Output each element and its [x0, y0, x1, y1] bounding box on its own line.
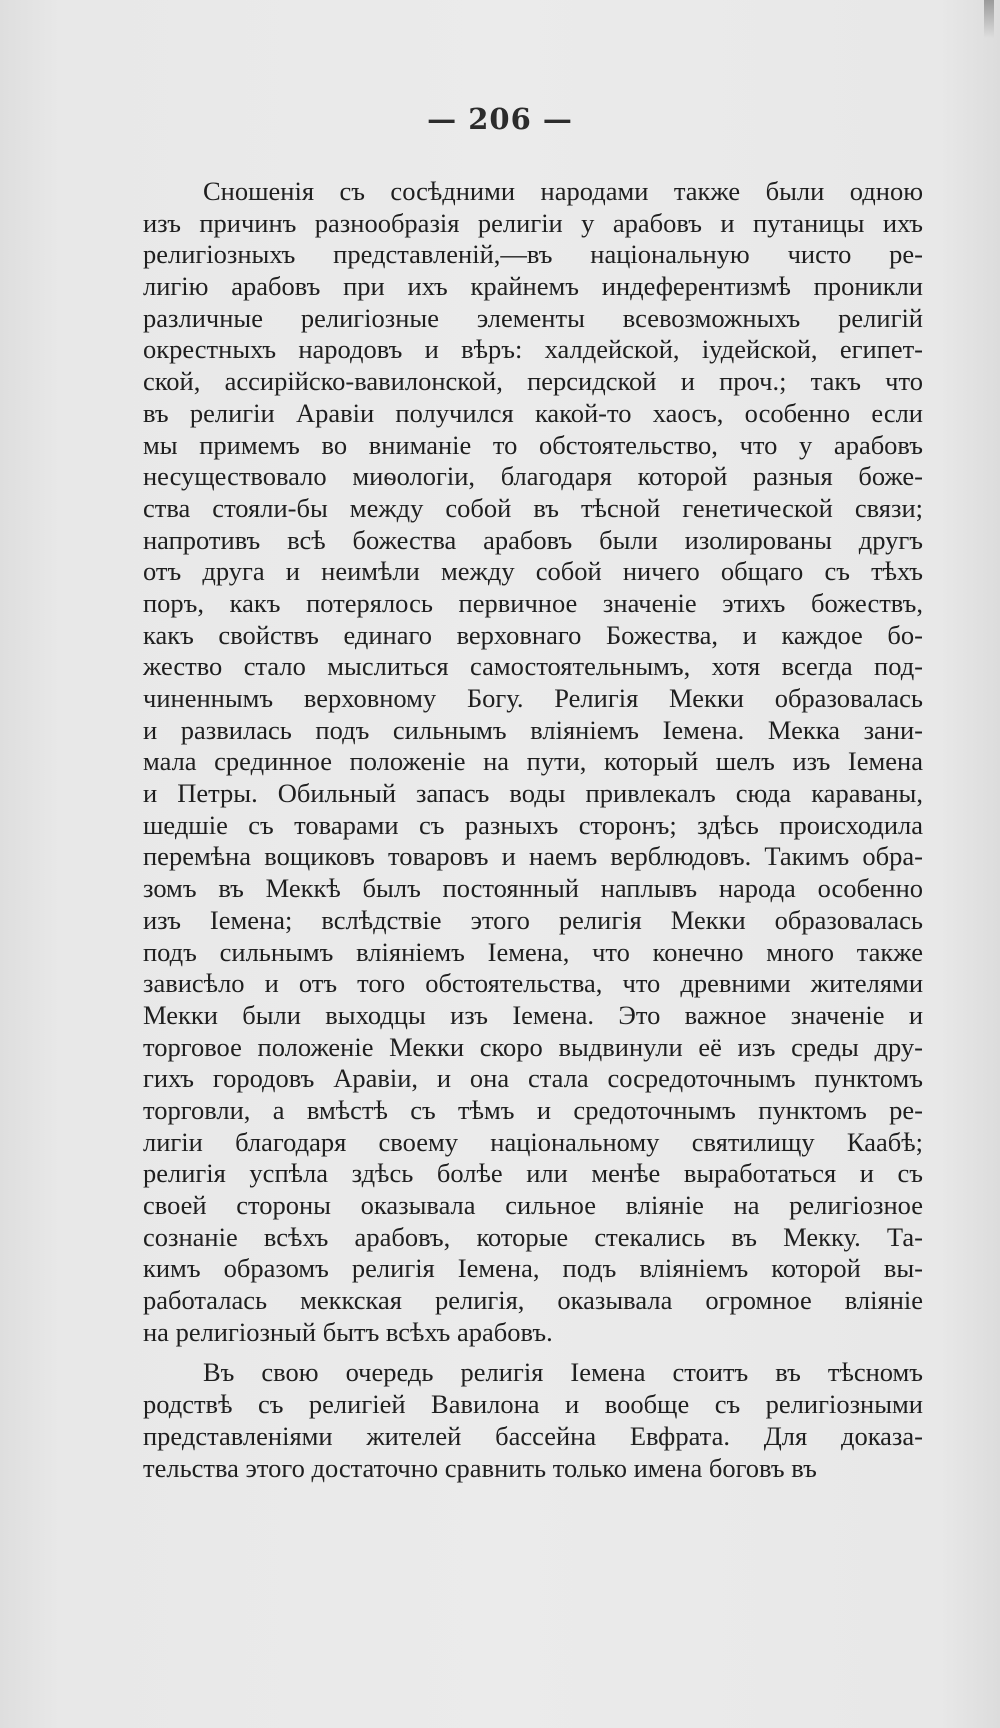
- page-number: — 206 —: [427, 102, 573, 136]
- text-line: Сношенія съ сосѣдними народами также были одною: [203, 176, 923, 206]
- text-line: различные религіозные элементы всевозможныхъ религій: [143, 302, 923, 333]
- text-line: перемѣна вощиковъ товаровъ и наемъ верблюдовъ. Такимъ обра-: [143, 841, 923, 872]
- text-line: на религіозный бытъ всѣхъ арабовъ.: [143, 1316, 553, 1347]
- text-line: чиненнымъ верховному Богу. Религія Мекки образовалась: [143, 683, 923, 713]
- text-line: торговли, а вмѣстѣ съ тѣмъ и средоточнымъ пунктомъ ре-: [143, 1094, 923, 1125]
- text-line: поръ, какъ потерялось первичное значеніе этихъ божествъ,: [143, 587, 923, 618]
- page-edge-mark: [984, 0, 994, 38]
- text-line: религія успѣла здѣсь болѣе или менѣе выработаться и съ: [143, 1158, 923, 1189]
- text-line: подъ сильнымъ вліяніемъ Іемена, что конечно много также: [143, 936, 923, 967]
- text-line: лигіи благодаря своему національному святилищу Каабѣ;: [143, 1126, 923, 1157]
- text-line: мы примемъ во вниманіе то обстоятельство, что у арабовъ: [143, 429, 923, 460]
- text-line: Мекки были выходцы изъ Іемена. Это важное значеніе и: [143, 999, 923, 1030]
- text-line: торговое положеніе Мекки скоро выдвинули её изъ среды дру-: [143, 1031, 923, 1062]
- text-line: какъ свойствъ единаго верховнаго Божества, и каждое бо-: [143, 619, 923, 650]
- text-line: въ религіи Аравіи получился какой-то хаосъ, особенно если: [143, 397, 923, 428]
- text-line: работалась меккская религія, оказывала огромное вліяніе: [143, 1285, 923, 1316]
- text-line: родствѣ съ религіей Вавилона и вообще съ религіозными: [143, 1389, 923, 1420]
- text-line: и Петры. Обильный запасъ воды привлекалъ сюда караваны,: [143, 778, 923, 809]
- text-line: лигію арабовъ при ихъ крайнемъ индеферентизмѣ проникли: [143, 271, 923, 302]
- text-line: сознаніе всѣхъ арабовъ, которые стекались въ Мекку. Та-: [143, 1221, 923, 1252]
- text-line: ства стояли-бы между собой въ тѣсной генетической связи;: [143, 492, 923, 523]
- body-text: [143, 176, 923, 1484]
- text-line: изъ причинъ разнообразія религіи у арабовъ и путаницы ихъ: [143, 207, 923, 238]
- text-line: гихъ городовъ Аравіи, и она стала сосредоточнымъ пунктомъ: [143, 1063, 923, 1094]
- text-line: своей стороны оказывала сильное вліяніе на религіозное: [143, 1190, 923, 1220]
- text-line: представленіями жителей бассейна Евфрата. Для доказа-: [143, 1420, 923, 1451]
- text-line: шедшіе съ товарами съ разныхъ сторонъ; здѣсь происходила: [143, 809, 923, 840]
- text-line: несуществовало миѳологіи, благодаря которой разныя боже-: [143, 461, 923, 492]
- text-line: ской, ассирійско-вавилонской, персидской и проч.; такъ что: [143, 366, 923, 397]
- text-line: напротивъ всѣ божества арабовъ были изолированы другъ: [143, 524, 923, 555]
- text-line: изъ Іемена; вслѣдствіе этого религія Мекки образовалась: [143, 904, 923, 935]
- text-line: мала срединное положеніе на пути, который шелъ изъ Іемена: [143, 746, 923, 777]
- text-line: отъ друга и неимѣли между собой ничего общаго съ тѣхъ: [143, 556, 923, 587]
- text-line: религіозныхъ представленій,—въ національную чисто ре-: [143, 239, 923, 270]
- text-line: Въ свою очередь религія Іемена стоитъ въ тѣсномъ: [203, 1357, 923, 1388]
- text-line: зомъ въ Меккѣ былъ постоянный наплывъ народа особенно: [143, 873, 923, 904]
- text-line: зависѣло и отъ того обстоятельства, что древними жителями: [143, 968, 923, 999]
- text-line: жество стало мыслиться самостоятельнымъ, хотя всегда под-: [143, 651, 923, 682]
- text-line: кимъ образомъ религія Іемена, подъ вліяніемъ которой вы-: [143, 1253, 923, 1284]
- text-line: тельства этого достаточно сравнить только имена боговъ въ: [143, 1452, 817, 1483]
- text-line: окрестныхъ народовъ и вѣръ: халдейской, іудейской, египет-: [143, 334, 923, 365]
- text-line: и развилась подъ сильнымъ вліяніемъ Іемена. Мекка зани-: [143, 714, 923, 745]
- paragraph-gap: [143, 1348, 923, 1357]
